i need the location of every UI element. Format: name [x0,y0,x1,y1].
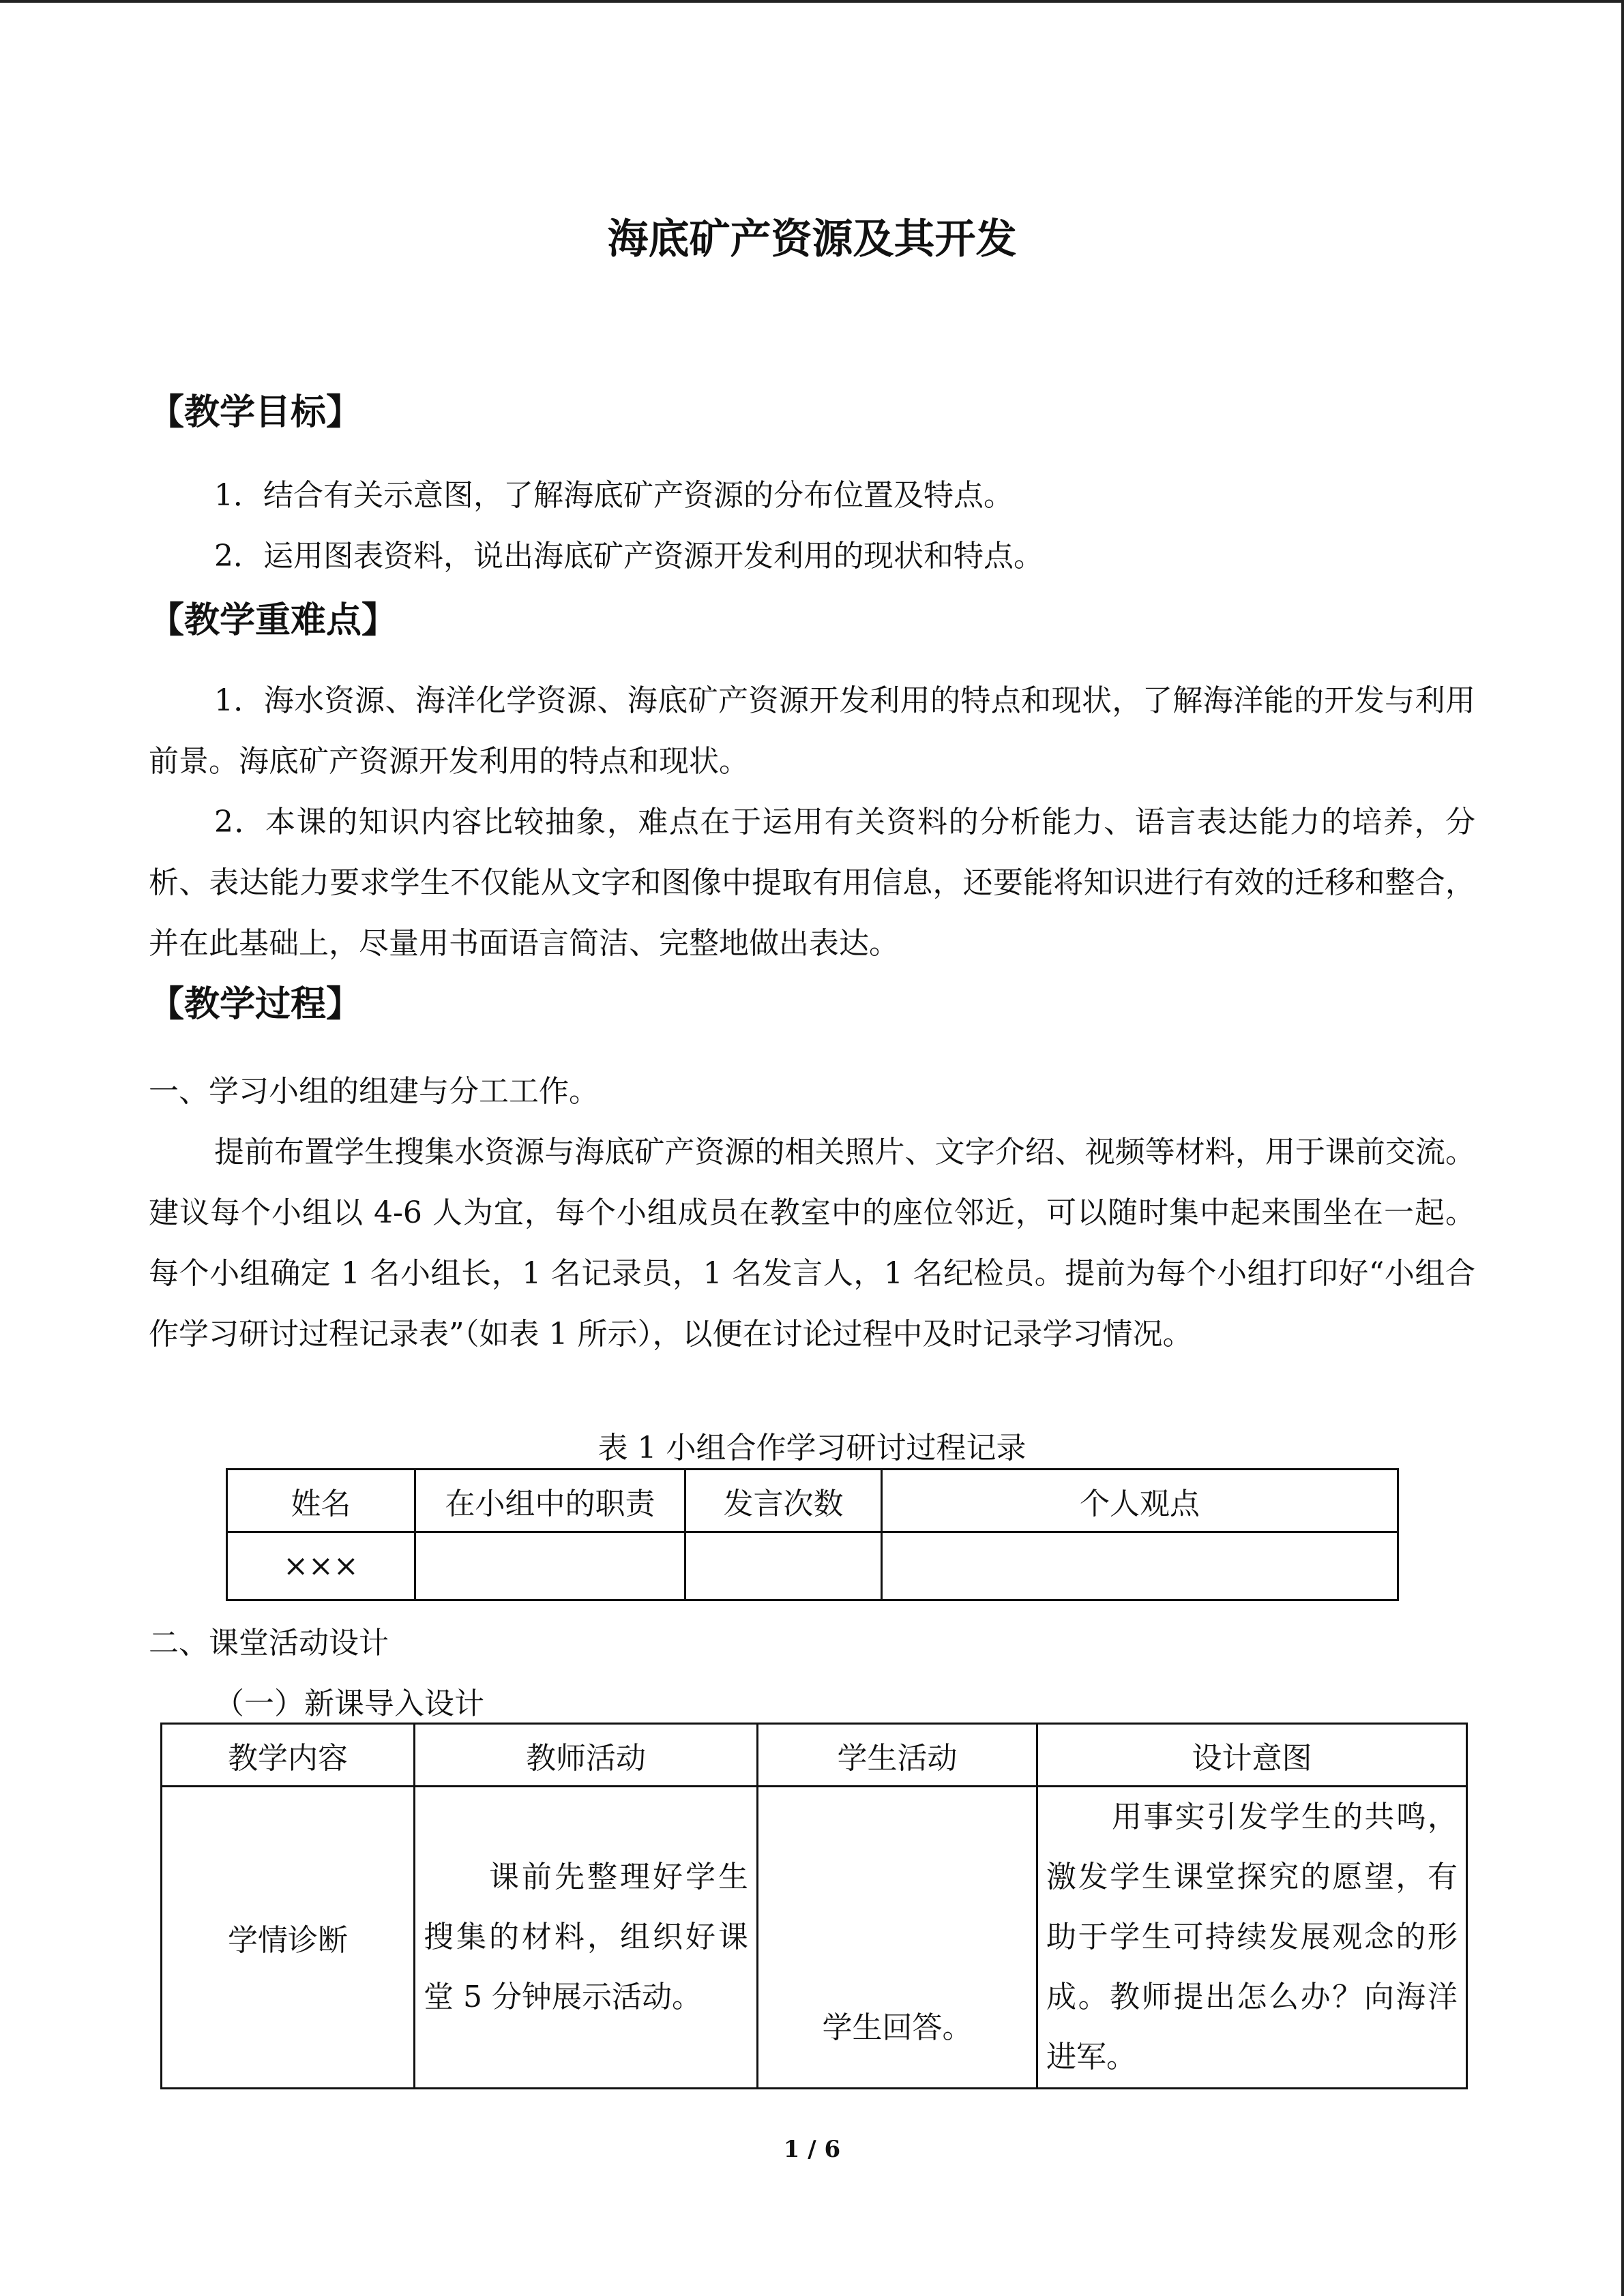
part1-title: 一、学习小组的组建与分工工作。 [149,1074,599,1109]
objective-item-2: 2．运用图表资料，说出海底矿产资源开发利用的现状和特点。 [214,539,1044,573]
cell-intent: 用事实引发学生的共鸣，激发学生课堂探究的愿望，有助于学生可持续发展观念的形成。教师提出怎么办？向海洋进军。 [1037,1787,1467,2089]
cell-opinion [882,1532,1398,1600]
header-cell-opinion: 个人观点 [882,1470,1398,1532]
part1-body: 提前布置学生搜集水资源与海底矿产资源的相关照片、文字介绍、视频等材料，用于课前交流。建议每个小组以 4-6 人为宜，每个小组成员在教室中的座位邻近，可以随时集中起来围坐在一起。每个小组确定 1 名小组长，1 名记录员，1 名发言人，1 名纪检员。提前为每个小组打印好“小组合作学习研讨过程记录表”（如表 1 所示），以便在讨论过程中及时记录学习情况。 [149,1135,1475,1352]
table1-caption: 表 1 小组合作学习研讨过程记录 [597,1431,1027,1465]
header-cell-role: 在小组中的职责 [415,1470,685,1532]
header-cell-name: 姓名 [227,1470,415,1532]
part2-title: 二、课堂活动设计 [149,1626,389,1660]
lesson-design-table [160,1723,1468,2089]
section-heading-objectives: 【教学目标】 [149,392,362,433]
objective-item-1: 1．结合有关示意图，了解海底矿产资源的分布位置及特点。 [214,478,1014,513]
header-cell-content: 教学内容 [162,1724,415,1787]
page-number: 1 / 6 [783,2136,841,2163]
section-heading-process: 【教学过程】 [149,984,362,1025]
header-cell-intent: 设计意图 [1037,1724,1467,1787]
cell-content: 学情诊断 [162,1787,415,2089]
section-heading-key-points: 【教学重难点】 [149,600,398,641]
header-cell-speak-count: 发言次数 [685,1470,882,1532]
document-title: 海底矿产资源及其开发 [607,215,1017,263]
key-point-item-1: 1．海水资源、海洋化学资源、海底矿产资源开发利用的特点和现状，了解海洋能的开发与利用前景。海底矿产资源开发利用的特点和现状。 [149,683,1475,779]
cell-student: 学生回答。 [758,1787,1037,2089]
cell-name: ××× [227,1532,415,1600]
cell-speak-count [685,1532,882,1600]
header-cell-teacher: 教师活动 [415,1724,758,1787]
header-cell-student: 学生活动 [758,1724,1037,1787]
table-row [227,1532,1398,1600]
key-point-item-2: 2．本课的知识内容比较抽象，难点在于运用有关资料的分析能力、语言表达能力的培养，分析、表达能力要求学生不仅能从文字和图像中提取有用信息，还要能将知识进行有效的迁移和整合，并在此基础上，尽量用书面语言简洁、完整地做出表达。 [149,805,1475,961]
lesson-table-header [162,1724,1467,1787]
cell-teacher: 课前先整理好学生搜集的材料，组织好课堂 5 分钟展示活动。 [415,1787,758,2089]
record-table [226,1468,1399,1601]
cell-role [415,1532,685,1600]
table-row [162,1787,1467,2089]
sub1-title: （一）新课导入设计 [214,1686,484,1721]
record-table-header [227,1470,1398,1532]
